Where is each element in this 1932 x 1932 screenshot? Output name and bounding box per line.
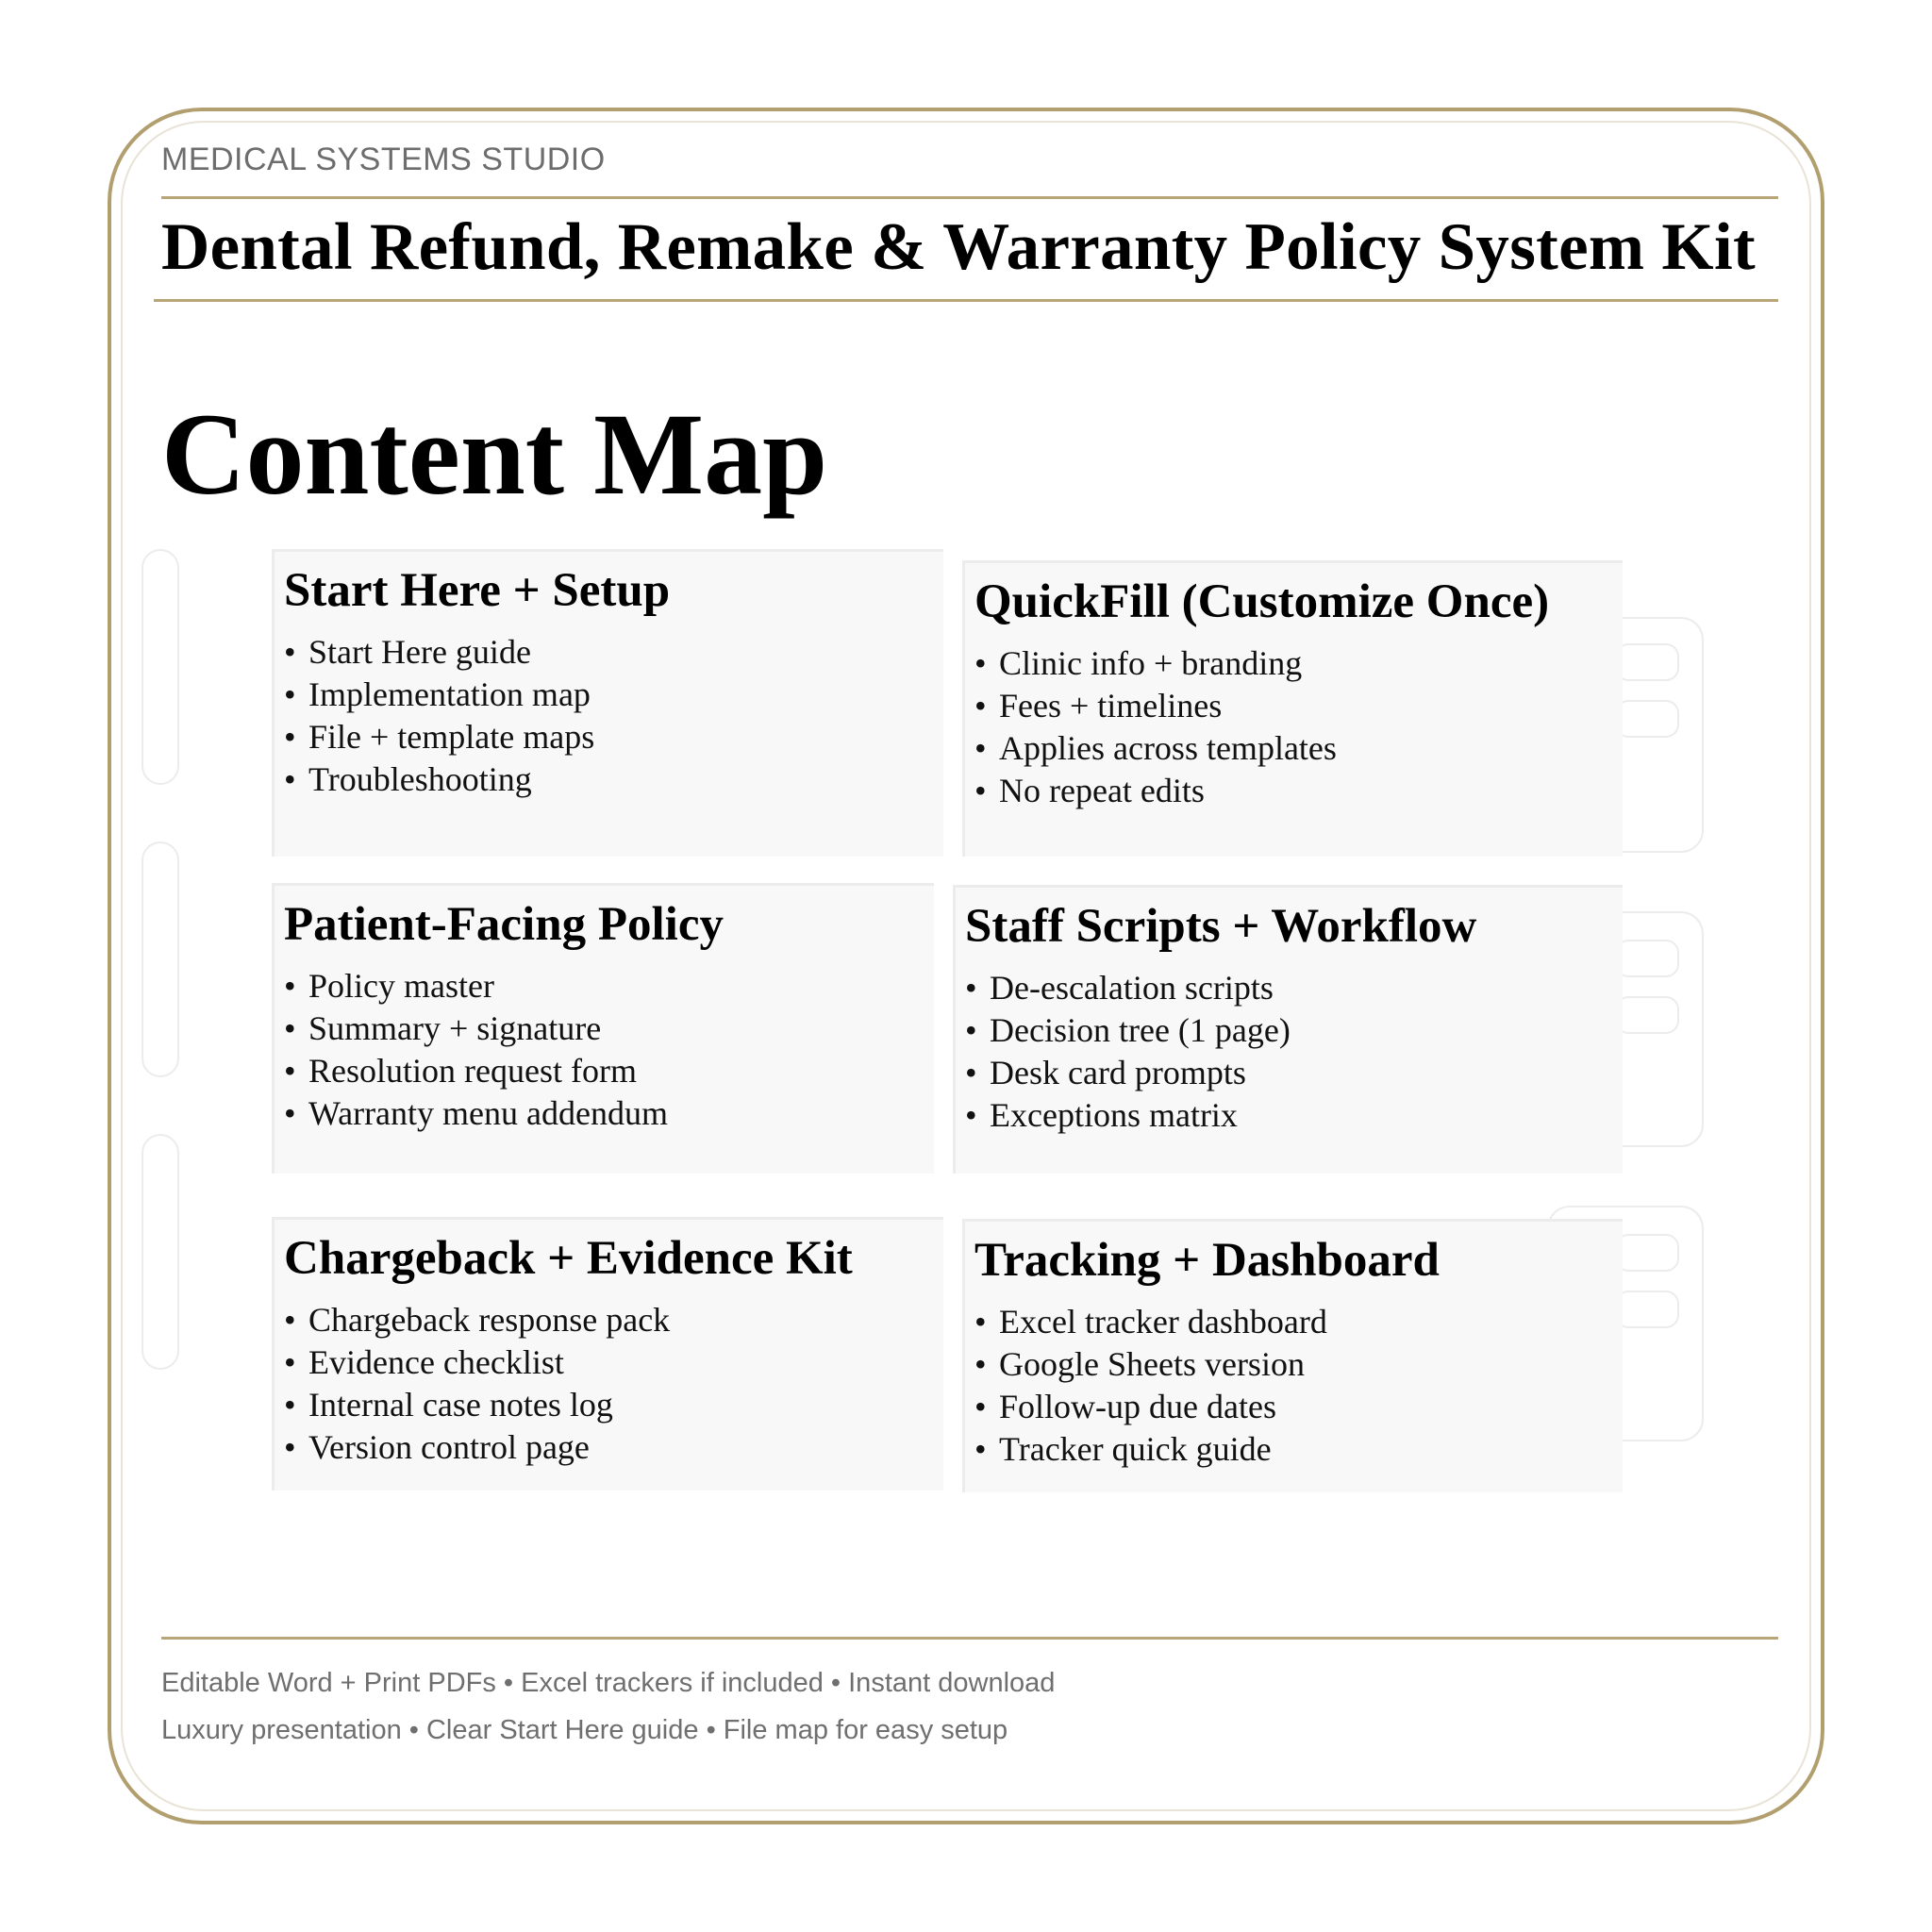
list-item-label: Internal case notes log [308,1386,613,1424]
bullet: • [284,1009,296,1047]
list-item-label: Version control page [308,1428,590,1466]
list-item-label: Implementation map [308,675,591,713]
bullet: • [284,718,296,756]
list-item [974,770,1337,812]
bullet: • [974,1430,987,1468]
brand-label: MEDICAL SYSTEMS STUDIO [161,142,606,177]
ghost-card-left-2 [142,841,179,1077]
list-item-label: Desk card prompts [990,1054,1246,1091]
list-item [284,631,594,674]
bullet: • [974,1388,987,1425]
list-item [974,727,1337,770]
bullet: • [284,1052,296,1090]
list-item [965,967,1291,1009]
ghost-pill [1615,1234,1679,1272]
bullet: • [284,1343,296,1381]
list-item [974,685,1337,727]
list-item [284,1426,670,1469]
bullet: • [284,760,296,798]
bullet: • [974,772,987,809]
list-item [974,1343,1327,1386]
list-item [974,642,1337,685]
list-item-label: No repeat edits [999,772,1205,809]
card-title: QuickFill (Customize Once) [974,575,1550,628]
bullet: • [974,644,987,682]
footer-benefits-line: Luxury presentation • Clear Start Here guide • File map for easy setup [161,1715,1008,1745]
list-item-label: De-escalation scripts [990,969,1274,1007]
ghost-pill [1615,643,1679,681]
list-item-label: Google Sheets version [999,1345,1305,1383]
list-item-label: Warranty menu addendum [308,1094,668,1132]
section-title: Content Map [161,390,828,519]
list-item-label: Summary + signature [308,1009,602,1047]
bullet: • [974,1303,987,1341]
list-item [965,1009,1291,1052]
card-title: Tracking + Dashboard [974,1234,1440,1287]
list-item [965,1052,1291,1094]
content-card [953,885,1623,1174]
list-item-label: Tracker quick guide [999,1430,1272,1468]
content-card [272,883,934,1174]
bullet: • [284,1301,296,1339]
list-item [284,758,594,801]
header-divider [161,196,1778,199]
list-item [284,674,594,716]
list-item-label: Start Here guide [308,633,531,671]
list-item [284,1341,670,1384]
list-item-label: Clinic info + branding [999,644,1303,682]
footer-divider [161,1637,1778,1640]
bullet: • [974,687,987,724]
list-item-label: Exceptions matrix [990,1096,1238,1134]
card-item-list [284,1299,670,1469]
footer-features-line: Editable Word + Print PDFs • Excel trackers if included • Instant download [161,1668,1056,1698]
list-item [284,1050,668,1092]
bullet: • [965,1096,977,1134]
card-title: Start Here + Setup [284,564,671,617]
card-item-list [284,965,668,1135]
content-card [272,549,943,857]
content-card [272,1217,943,1491]
bullet: • [284,1094,296,1132]
ghost-card-left-1 [142,549,179,785]
card-item-list [974,1301,1327,1471]
bullet: • [284,1386,296,1424]
list-item [284,716,594,758]
list-item-label: Chargeback response pack [308,1301,671,1339]
bullet: • [974,729,987,767]
title-divider [154,299,1778,302]
card-item-list [974,642,1337,812]
list-item [284,1092,668,1135]
document-title: Dental Refund, Remake & Warranty Policy System Kit [161,210,1756,284]
list-item [974,1301,1327,1343]
content-card [962,560,1623,857]
bullet: • [974,1345,987,1383]
ghost-pill [1615,700,1679,738]
list-item [974,1386,1327,1428]
list-item [284,1384,670,1426]
bullet: • [284,633,296,671]
list-item-label: Policy master [308,967,494,1005]
list-item-label: Resolution request form [308,1052,637,1090]
list-item [965,1094,1291,1137]
ghost-pill [1615,1291,1679,1328]
list-item-label: Evidence checklist [308,1343,564,1381]
card-item-list [965,967,1291,1137]
bullet: • [965,969,977,1007]
card-title: Patient-Facing Policy [284,898,724,951]
list-item [974,1428,1327,1471]
ghost-card-left-3 [142,1134,179,1370]
list-item [284,965,668,1008]
list-item [284,1299,670,1341]
card-item-list [284,631,594,801]
list-item-label: Troubleshooting [308,760,532,798]
list-item-label: Fees + timelines [999,687,1223,724]
list-item-label: File + template maps [308,718,595,756]
list-item [284,1008,668,1050]
content-card [962,1219,1623,1492]
bullet: • [284,967,296,1005]
bullet: • [284,675,296,713]
bullet: • [965,1054,977,1091]
list-item-label: Follow-up due dates [999,1388,1276,1425]
ghost-pill [1615,940,1679,977]
card-title: Chargeback + Evidence Kit [284,1232,853,1285]
ghost-pill [1615,996,1679,1034]
list-item-label: Decision tree (1 page) [990,1011,1291,1049]
list-item-label: Excel tracker dashboard [999,1303,1327,1341]
card-title: Staff Scripts + Workflow [965,900,1477,953]
bullet: • [965,1011,977,1049]
list-item-label: Applies across templates [999,729,1337,767]
bullet: • [284,1428,296,1466]
